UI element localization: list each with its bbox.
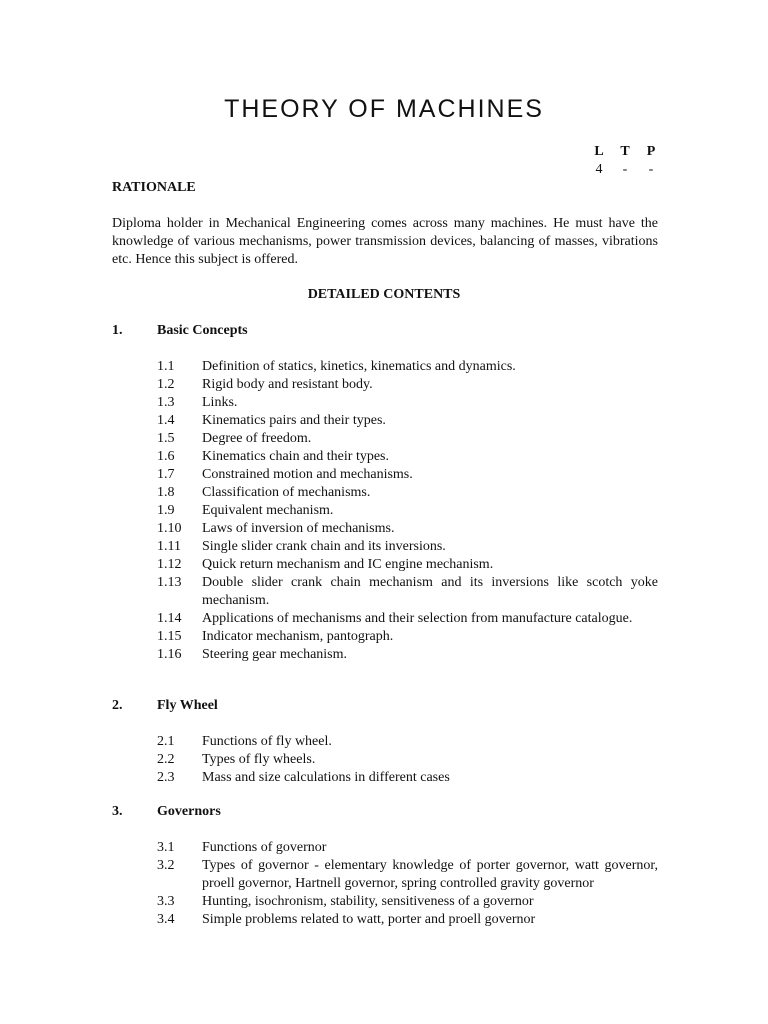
- item-text: Mass and size calculations in different cases: [202, 770, 450, 785]
- item-number: 2.1: [157, 734, 175, 749]
- list-item: [157, 628, 658, 646]
- item-text: Indicator mechanism, pantograph.: [202, 629, 394, 644]
- item-text: Equivalent mechanism.: [202, 503, 334, 518]
- item-text: Kinematics chain and their types.: [202, 449, 389, 464]
- list-item: [157, 502, 658, 520]
- ltp-value-t: -: [622, 162, 628, 177]
- page-title: THEORY OF MACHINES: [224, 95, 544, 123]
- item-number: 1.8: [157, 485, 175, 500]
- list-item: [157, 376, 658, 394]
- item-text: Types of governor - elementary knowledge of porter governor, watt governor, proell governor, Hartnell governor, spring controlled gravity governor: [202, 858, 658, 891]
- list-item: [157, 769, 658, 787]
- list-item: [157, 857, 658, 893]
- item-text: Functions of fly wheel.: [202, 734, 332, 749]
- item-text: Steering gear mechanism.: [202, 647, 348, 662]
- item-number: 3.2: [157, 858, 175, 873]
- item-number: 1.10: [157, 521, 182, 536]
- unit-number: 2.: [112, 698, 123, 713]
- unit-title: Basic Concepts: [157, 323, 248, 338]
- item-text: Constrained motion and mechanisms.: [202, 467, 413, 482]
- ltp-header-p: P: [646, 144, 656, 159]
- item-number: 3.1: [157, 840, 175, 855]
- item-number: 1.9: [157, 503, 175, 518]
- item-number: 1.3: [157, 395, 175, 410]
- list-item: [157, 358, 658, 376]
- ltp-table: [586, 143, 664, 179]
- item-number: 3.4: [157, 912, 175, 927]
- unit-number: 1.: [112, 323, 123, 338]
- list-item: [157, 751, 658, 769]
- rationale-heading: RATIONALE: [112, 180, 196, 195]
- unit-items: [112, 358, 658, 664]
- unit-fly-wheel: [112, 697, 658, 787]
- list-item: [157, 466, 658, 484]
- list-item: [157, 520, 658, 538]
- list-item: [157, 484, 658, 502]
- item-number: 1.7: [157, 467, 175, 482]
- ltp-header-t: T: [620, 144, 630, 159]
- unit-governors: [112, 803, 658, 929]
- item-text: Laws of inversion of mechanisms.: [202, 521, 395, 536]
- unit-heading: [112, 697, 658, 715]
- list-item: [157, 448, 658, 466]
- item-text: Links.: [202, 395, 238, 410]
- rationale-paragraph: Diploma holder in Mechanical Engineering comes across many machines. He must have the knowledge of various mechanisms, power transmission devices, balancing of masses, vibrations etc. Hence this subject is offered.: [112, 216, 658, 267]
- item-text: Definition of statics, kinetics, kinematics and dynamics.: [202, 359, 516, 374]
- detailed-contents-heading: DETAILED CONTENTS: [307, 287, 461, 302]
- item-text: Hunting, isochronism, stability, sensitiveness of a governor: [202, 894, 534, 909]
- list-item: [157, 610, 658, 628]
- item-text: Single slider crank chain and its inversions.: [202, 539, 446, 554]
- item-text: Functions of governor: [202, 840, 327, 855]
- item-text: Degree of freedom.: [202, 431, 312, 446]
- list-item: [157, 394, 658, 412]
- ltp-value-row: [586, 161, 664, 179]
- item-number: 3.3: [157, 894, 175, 909]
- item-text: Rigid body and resistant body.: [202, 377, 373, 392]
- unit-number: 3.: [112, 804, 123, 819]
- list-item: [157, 733, 658, 751]
- item-text: Types of fly wheels.: [202, 752, 316, 767]
- item-number: 1.11: [157, 539, 181, 554]
- unit-heading: [112, 322, 658, 340]
- item-number: 1.5: [157, 431, 175, 446]
- list-item: [157, 839, 658, 857]
- item-number: 1.15: [157, 629, 182, 644]
- list-item: [157, 646, 658, 664]
- item-number: 1.16: [157, 647, 182, 662]
- list-item: [157, 430, 658, 448]
- item-text: Quick return mechanism and IC engine mechanism.: [202, 557, 494, 572]
- list-item: [157, 574, 658, 610]
- item-number: 1.4: [157, 413, 175, 428]
- ltp-value-l: 4: [595, 162, 603, 177]
- list-item: [157, 556, 658, 574]
- unit-title: Fly Wheel: [157, 698, 218, 713]
- item-number: 1.12: [157, 557, 182, 572]
- ltp-header-row: [586, 143, 664, 161]
- item-number: 1.6: [157, 449, 175, 464]
- list-item: [157, 893, 658, 911]
- item-number: 1.2: [157, 377, 175, 392]
- item-number: 1.14: [157, 611, 182, 626]
- list-item: [157, 911, 658, 929]
- item-number: 2.2: [157, 752, 175, 767]
- unit-heading: [112, 803, 658, 821]
- item-text: Double slider crank chain mechanism and its inversions like scotch yoke mechanism.: [202, 575, 658, 608]
- item-text: Applications of mechanisms and their selection from manufacture catalogue.: [202, 611, 633, 626]
- list-item: [157, 412, 658, 430]
- list-item: [157, 538, 658, 556]
- item-number: 1.1: [157, 359, 175, 374]
- item-number: 2.3: [157, 770, 175, 785]
- unit-basic-concepts: [112, 322, 658, 664]
- item-text: Kinematics pairs and their types.: [202, 413, 386, 428]
- item-text: Simple problems related to watt, porter and proell governor: [202, 912, 536, 927]
- ltp-header-l: L: [594, 144, 604, 159]
- ltp-value-p: -: [648, 162, 654, 177]
- unit-items: [112, 733, 658, 787]
- unit-items: [112, 839, 658, 929]
- unit-title: Governors: [157, 804, 221, 819]
- item-text: Classification of mechanisms.: [202, 485, 371, 500]
- item-number: 1.13: [157, 575, 182, 590]
